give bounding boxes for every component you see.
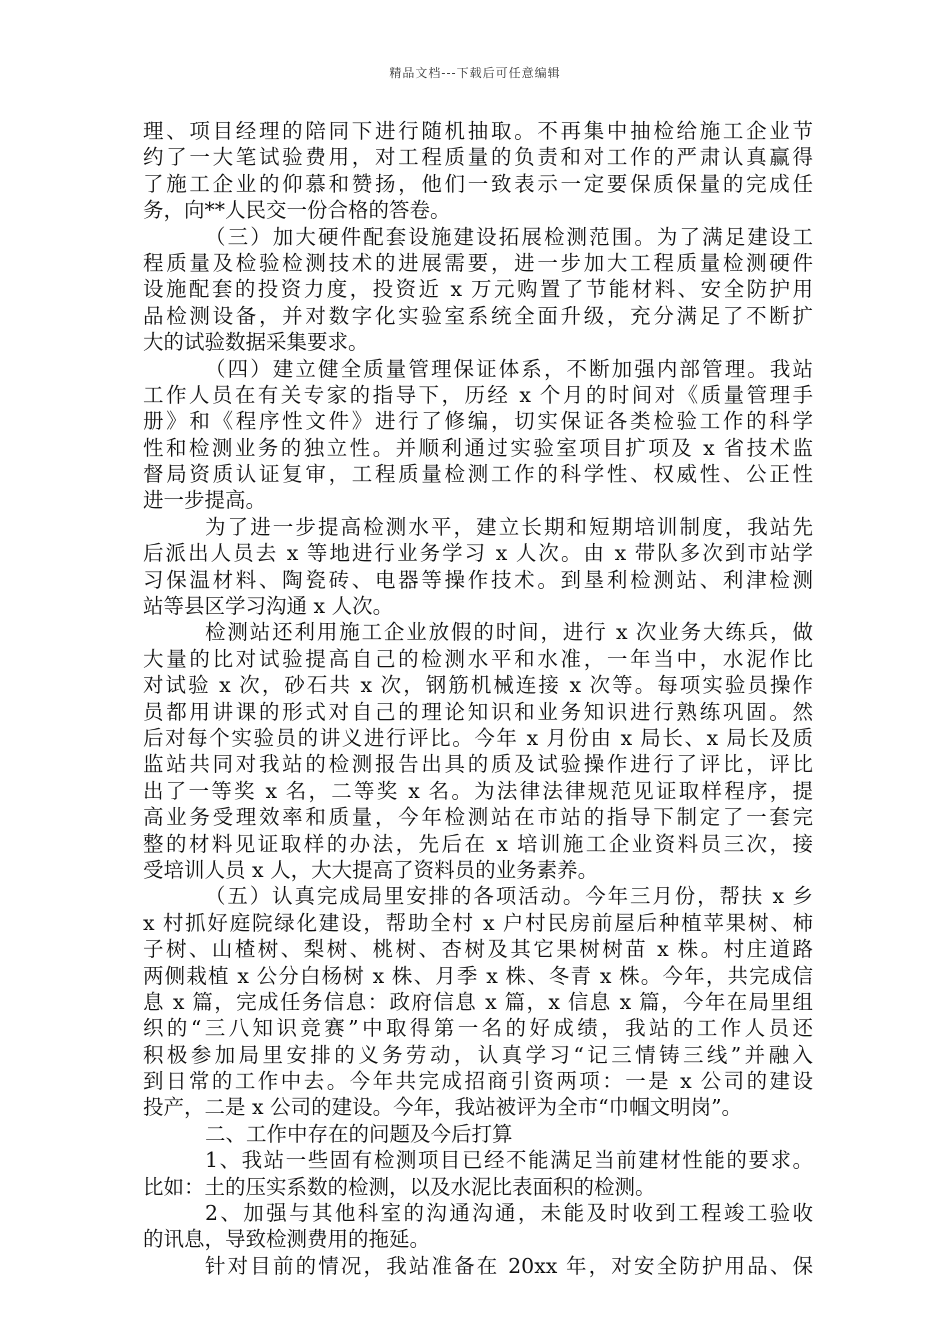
text-line: 务，向**人民交一份合格的答卷。 xyxy=(143,198,451,223)
text-line: 了施工企业的仰慕和赞扬，他们一致表示一定要保质保量的完成任 xyxy=(143,171,813,196)
paragraph xyxy=(143,883,813,1121)
text-line: 约了一大笔试验费用，对工程质量的负责和对工作的严肃认真赢得 xyxy=(143,145,813,170)
text-line: 整的材料见证取样的办法，先后在 x 培训施工企业资料员三次，接 xyxy=(143,831,813,856)
text-line: 出了一等奖 x 名，二等奖 x 名。为法律法律规范见证取样程序，提 xyxy=(143,778,813,803)
text-line: 高业务受理效率和质量，今年检测站在市站的指导下制定了一套完 xyxy=(143,805,813,830)
text-line: 对试验 x 次，砂石共 x 次，钢筋机械连接 x 次等。每项实验员操作 xyxy=(143,673,813,698)
text-line: 大的试验数据采集要求。 xyxy=(143,330,369,355)
text-line: 投产，二是 x 公司的建设。今年，我站被评为全市“巾帼文明岗”。 xyxy=(143,1095,743,1120)
text-line: 站等县区学习沟通 x 人次。 xyxy=(143,594,394,619)
text-line: 1、我站一些固有检测项目已经不能满足当前建材性能的要求。 xyxy=(205,1148,813,1173)
text-line: 检测站还利用施工企业放假的时间，进行 x 次业务大练兵，做 xyxy=(205,620,813,645)
text-line: 设施配套的投资力度，投资近 x 万元购置了节能材料、安全防护用 xyxy=(143,277,813,302)
text-line: （四）建立健全质量管理保证体系，不断加强内部管理。我站 xyxy=(205,356,813,381)
text-line: 理、项目经理的陪同下进行随机抽取。不再集中抽检给施工企业节 xyxy=(143,119,813,143)
text-line: 受培训人员 x 人，大大提高了资料员的业务素养。 xyxy=(143,857,599,882)
text-line: （三）加大硬件配套设施建设拓展检测范围。为了满足建设工 xyxy=(205,224,813,249)
paragraph xyxy=(143,1121,813,1147)
text-line: 二、工作中存在的问题及今后打算 xyxy=(205,1121,513,1146)
text-line: 性和检测业务的独立性。并顺利通过实验室项目扩项及 x 省技术监 xyxy=(143,435,813,460)
paragraph xyxy=(143,619,813,883)
text-line: 息 x 篇，完成任务信息：政府信息 x 篇，x 信息 x 篇，今年在局里组 xyxy=(143,989,813,1014)
paragraph xyxy=(143,1147,813,1200)
text-line: x 村抓好庭院绿化建设，帮助全村 x 户村民房前屋后种植苹果树、柿 xyxy=(143,910,813,935)
paragraph xyxy=(143,1253,813,1279)
text-line: 监站共同对我站的检测报告出具的质及试验操作进行了评比，评比 xyxy=(143,752,813,777)
text-line: 工作人员在有关专家的指导下，历经 x 个月的时间对《质量管理手 xyxy=(143,382,813,407)
paragraph xyxy=(143,356,813,514)
text-line: 后派出人员去 x 等地进行业务学习 x 人次。由 x 带队多次到市站学 xyxy=(143,541,813,566)
paragraph xyxy=(143,224,813,356)
text-line: （五）认真完成局里安排的各项活动。今年三月份，帮扶 x 乡 xyxy=(205,884,813,909)
text-line: 督局资质认证复审，工程质量检测工作的科学性、权威性、公正性 xyxy=(143,462,813,487)
text-line: 员都用讲课的形式对自己的理论知识和业务知识进行熟练巩固。然 xyxy=(143,699,813,724)
text-line: 积极参加局里安排的义务劳动，认真学习“记三情铸三线”并融入 xyxy=(143,1042,813,1067)
text-line: 大量的比对试验提高自己的检测水平和水准，一年当中，水泥作比 xyxy=(143,646,813,671)
text-line: 册》和《程序性文件》进行了修编，切实保证各类检验工作的科学 xyxy=(143,409,813,434)
text-line: 两侧栽植 x 公分白杨树 x 株、月季 x 株、冬青 x 株。今年，共完成信 xyxy=(143,963,813,988)
text-line: 子树、山楂树、梨树、桃树、杏树及其它果树树苗 x 株。村庄道路 xyxy=(143,937,813,962)
page-header-watermark: 精品文档---下载后可任意编辑 xyxy=(389,66,561,80)
paragraph xyxy=(143,1200,813,1253)
paragraph xyxy=(143,514,813,620)
text-line: 后对每个实验员的讲义进行评比。今年 x 月份由 x 局长、x 局长及质 xyxy=(143,725,813,750)
text-line: 织的“三八知识竞赛”中取得第一名的好成绩，我站的工作人员还 xyxy=(143,1016,813,1041)
text-line: 习保温材料、陶瓷砖、电器等操作技术。到垦利检测站、利津检测 xyxy=(143,567,813,592)
document-body xyxy=(143,118,813,1279)
text-line: 程质量及检验检测技术的进展需要，进一步加大工程质量检测硬件 xyxy=(143,250,813,275)
text-line: 品检测设备，并对数字化实验室系统全面升级，充分满足了不断扩 xyxy=(143,303,813,328)
text-line: 进一步提高。 xyxy=(143,488,266,513)
text-line: 为了进一步提高检测水平，建立长期和短期培训制度，我站先 xyxy=(205,514,813,539)
paragraph xyxy=(143,118,813,224)
text-line: 到日常的工作中去。今年共完成招商引资两项：一是 x 公司的建设 xyxy=(143,1069,813,1094)
text-line: 针对目前的情况，我站准备在 20xx 年，对安全防护用品、保 xyxy=(205,1253,813,1278)
text-line: 比如：土的压实系数的检测，以及水泥比表面积的检测。 xyxy=(143,1174,656,1199)
text-line: 2、加强与其他科室的沟通沟通，未能及时收到工程竣工验收 xyxy=(205,1201,813,1226)
text-line: 的讯息，导致检测费用的拖延。 xyxy=(143,1227,430,1252)
